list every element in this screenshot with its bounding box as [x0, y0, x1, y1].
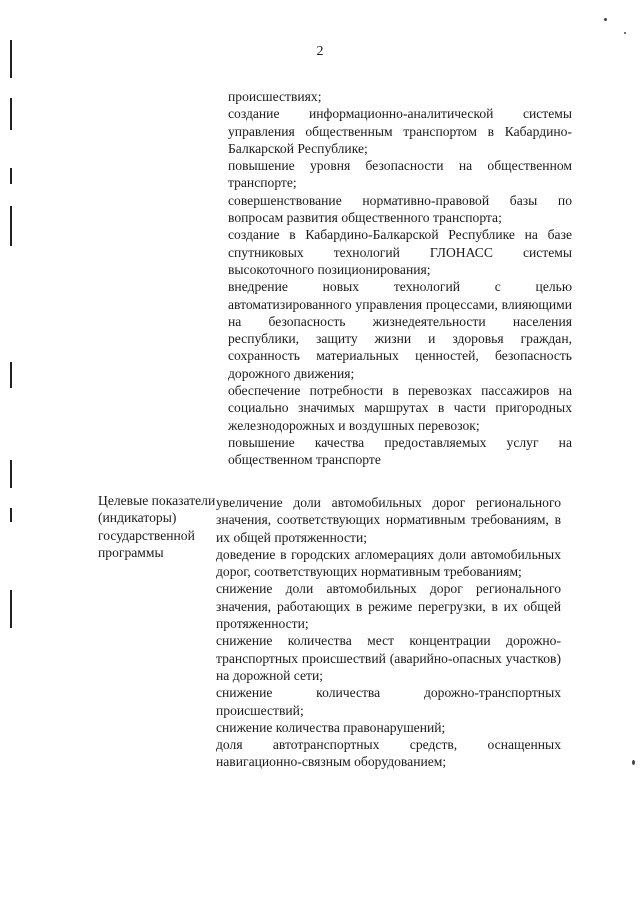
- goal-item: создание в Кабардино-Балкарской Республике на базе спутниковых технологий ГЛОНАСС системы высокоточного позиционирования;: [228, 227, 572, 277]
- scan-margin-mark: [10, 168, 12, 184]
- indicator-item: снижение количества правонарушений;: [216, 719, 446, 735]
- indicator-item: доля автотранспортных средств, оснащенных навигационно-связным оборудованием;: [216, 737, 561, 770]
- goal-item: внедрение новых технологий с целью автоматизированного управления процессами, влияющими на безопасность жизнедеятельности населения республики, защиту жизни и здоровья граждан, сохранность материальных ценностей, безопасность дорожного движения;: [228, 279, 572, 381]
- goals-list: [228, 88, 572, 469]
- indicator-item: снижение количества дорожно-транспортных происшествий;: [216, 685, 561, 718]
- scan-speck: [604, 18, 607, 21]
- scan-margin-mark: [10, 460, 12, 488]
- indicators-label: Целевые показатели (индикаторы) государственной программы: [98, 493, 216, 560]
- scan-margin-mark: [10, 362, 12, 388]
- goal-item: создание информационно-аналитической системы управления общественным транспортом в Кабардино-Балкарской Республике;: [228, 106, 572, 156]
- scan-margin-mark: [10, 98, 12, 130]
- goal-item: обеспечение потребности в перевозках пассажиров на социально значимых маршрутах в части пригородных железнодорожных и воздушных перевозок;: [228, 383, 572, 433]
- page-number: 2: [316, 44, 324, 59]
- scan-margin-mark: [10, 206, 12, 246]
- goal-item: происшествиях;: [228, 89, 322, 104]
- scan-margin-mark: [10, 508, 12, 522]
- indicators-list: [216, 494, 561, 771]
- scan-margin-mark: [10, 590, 12, 628]
- goal-item: повышение качества предоставляемых услуг на общественном транспорте: [228, 434, 572, 468]
- indicator-item: снижение количества мест концентрации дорожно-транспортных происшествий (аварийно-опасных участков) на дорожной сети;: [216, 633, 561, 683]
- goal-item: повышение уровня безопасности на общественном транспорте;: [228, 158, 572, 191]
- indicator-item: снижение доли автомобильных дорог регионального значения, работающих в режиме перегрузки, в их общей протяженности;: [216, 581, 561, 632]
- scan-speck: [624, 32, 626, 34]
- indicator-item: доведение в городских агломерациях доли автомобильных дорог, соответствующих нормативным требованиям;: [216, 546, 561, 580]
- indicator-item: увеличение доли автомобильных дорог регионального значения, соответствующих нормативным требованиям, в их общей протяженности;: [216, 495, 561, 545]
- scan-speck: [632, 760, 635, 765]
- goal-item: совершенствование нормативно-правовой базы по вопросам развития общественного транспорта;: [228, 192, 572, 226]
